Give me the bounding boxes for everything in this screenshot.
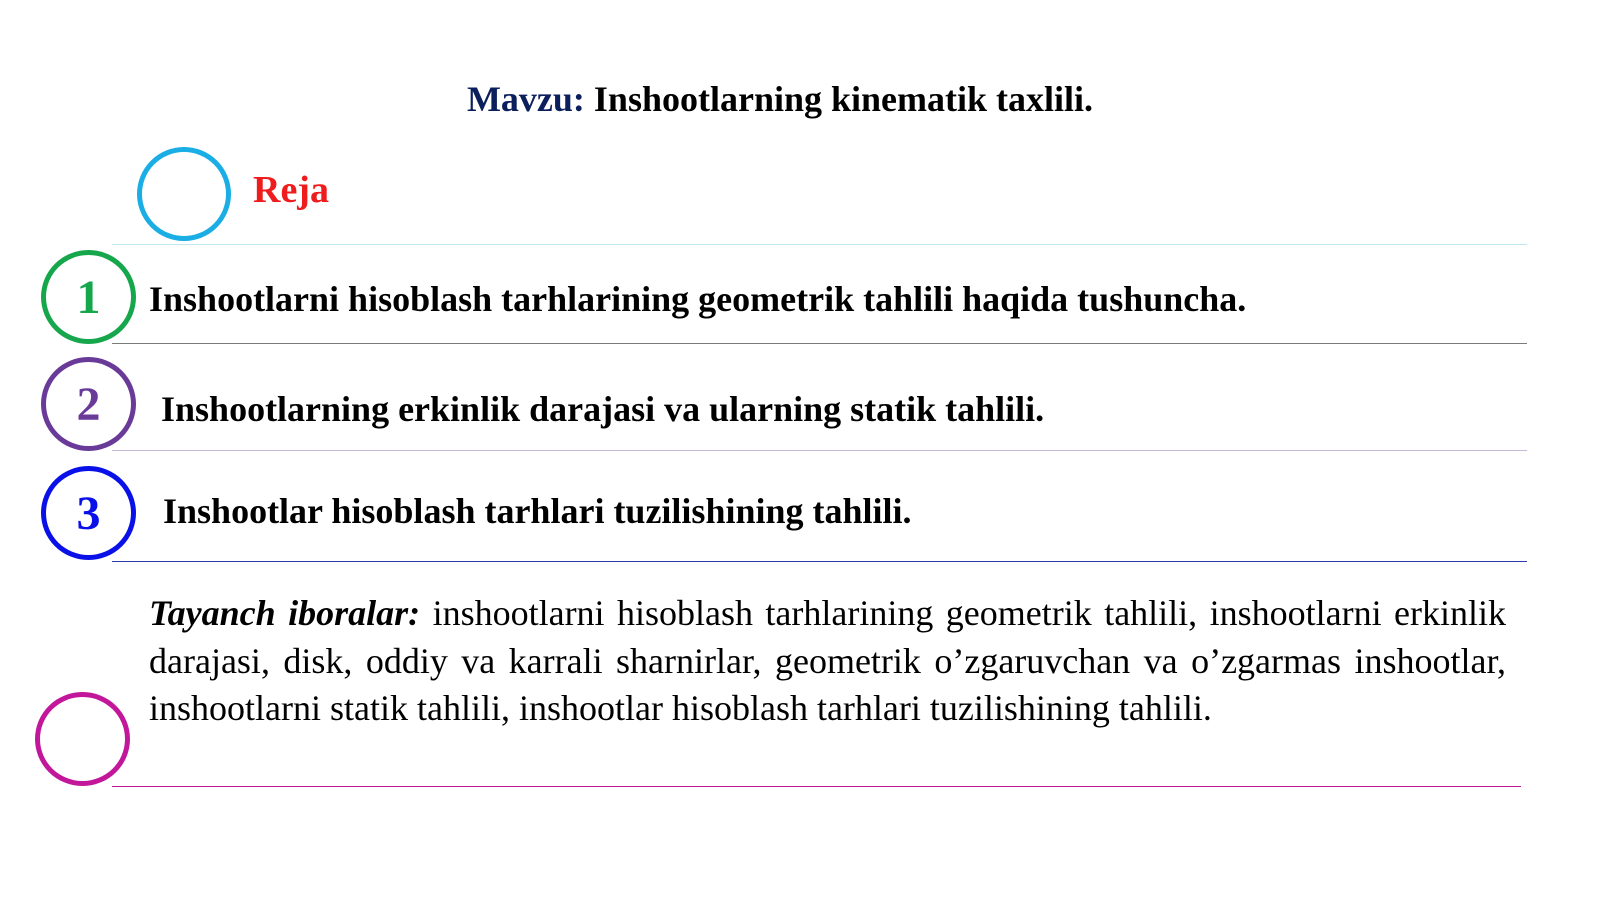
keywords-text: inshootlarni hisoblash tarhlarining geometrik tahlili, inshootlarni erkinlik darajasi, disk, oddiy va karrali sharnirlar, geometrik o’zgaruvchan va o’zgarmas inshootlar, inshootlarni statik tahlili, inshootlar hisoblash tarhlari tuzilishining tahlili.: [149, 593, 1506, 728]
page-title: [0, 78, 1560, 120]
divider: [112, 343, 1527, 344]
divider: [112, 561, 1527, 562]
title-text: Inshootlarning kinematik taxlili.: [584, 79, 1094, 119]
keywords-label: Tayanch iboralar:: [149, 593, 421, 633]
reja-label: Reja: [253, 169, 329, 211]
plan-item-2: Inshootlarning erkinlik darajasi va ularning statik tahlili.: [161, 389, 1045, 429]
divider: [112, 450, 1527, 451]
divider: [112, 244, 1527, 245]
divider: [112, 786, 1521, 787]
keywords-circle-icon: [35, 692, 130, 786]
item-number-2: 2: [41, 357, 136, 451]
plan-item-3: Inshootlar hisoblash tarhlari tuzilishining tahlili.: [163, 491, 912, 531]
reja-circle-icon: [137, 147, 231, 241]
item-number-3: 3: [41, 466, 136, 560]
item-number-1: 1: [41, 250, 136, 344]
plan-item-1: Inshootlarni hisoblash tarhlarining geometrik tahlili haqida tushuncha.: [149, 279, 1247, 319]
keywords-paragraph: [149, 590, 1506, 733]
title-prefix: Mavzu:: [466, 79, 585, 119]
